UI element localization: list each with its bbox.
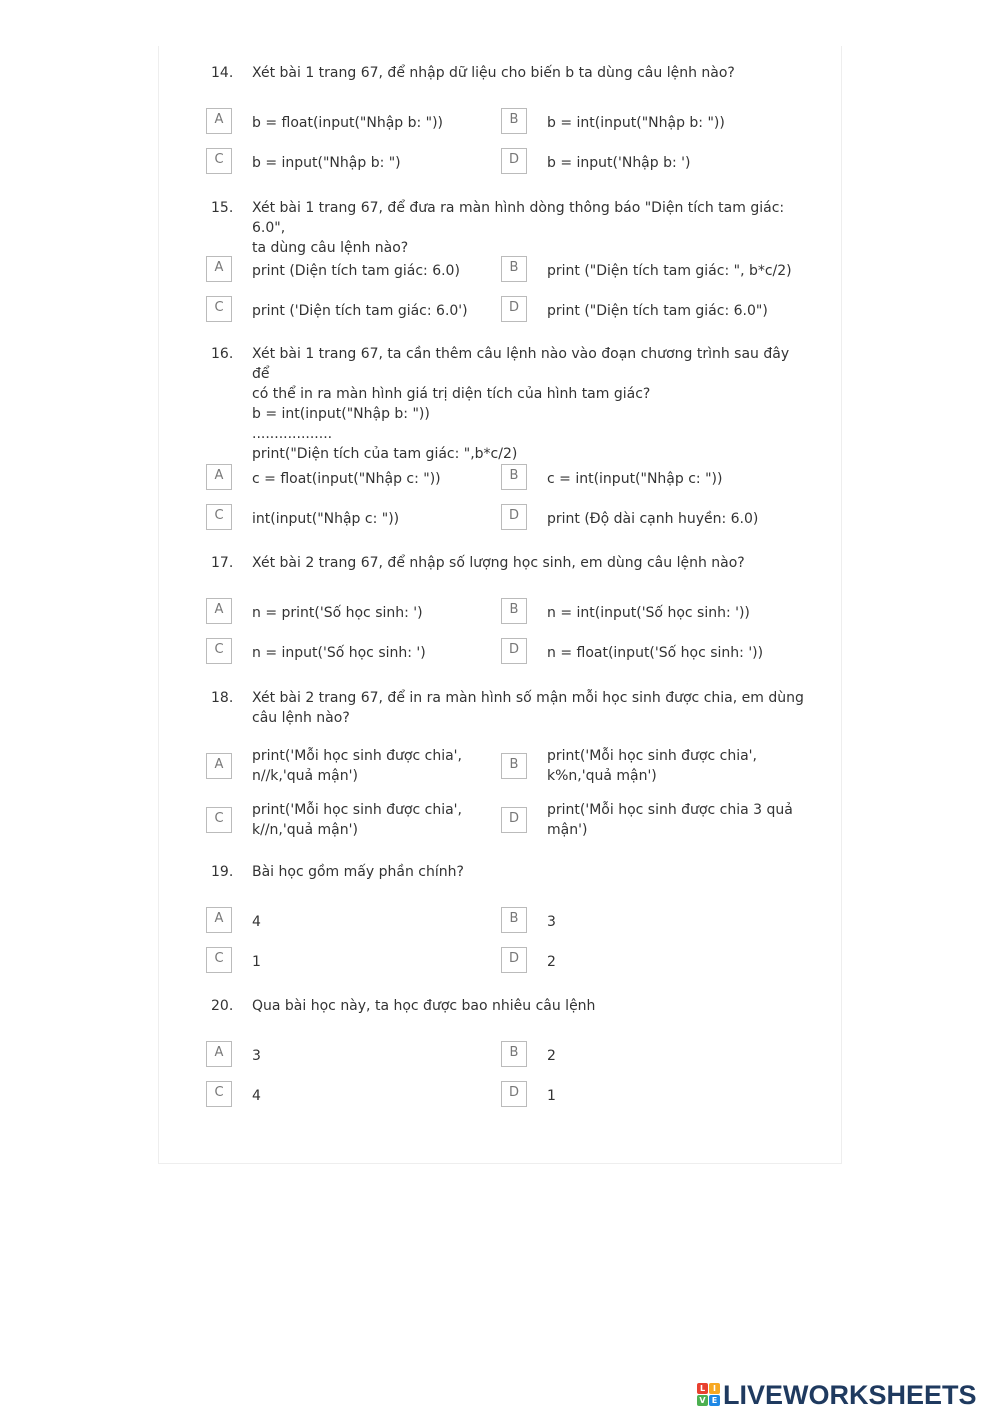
- option-text: n = input('Số học sinh: '): [252, 645, 426, 661]
- answer-checkbox[interactable]: B: [501, 753, 527, 779]
- answer-checkbox[interactable]: C: [206, 148, 232, 174]
- question-number: 16.: [211, 346, 234, 362]
- option-text: c = int(input("Nhập c: ")): [547, 471, 723, 487]
- answer-checkbox[interactable]: D: [501, 1081, 527, 1107]
- logo-mark-tile: V: [697, 1395, 708, 1406]
- question-number: 20.: [211, 998, 234, 1014]
- liveworksheets-logo[interactable]: [697, 1378, 977, 1412]
- answer-checkbox[interactable]: C: [206, 807, 232, 833]
- option-text: 2: [547, 1048, 556, 1064]
- answer-checkbox[interactable]: D: [501, 807, 527, 833]
- answer-checkbox[interactable]: A: [206, 256, 232, 282]
- answer-checkbox[interactable]: A: [206, 598, 232, 624]
- option-text: c = float(input("Nhập c: ")): [252, 471, 441, 487]
- question-text: Xét bài 1 trang 67, để đưa ra màn hình dòng thông báo "Diện tích tam giác: 6.0", ta dùng câu lệnh nào?: [252, 200, 789, 256]
- option-text: 1: [547, 1088, 556, 1104]
- answer-checkbox[interactable]: A: [206, 753, 232, 779]
- option-text: print ('Diện tích tam giác: 6.0'): [252, 303, 468, 319]
- option-text: int(input("Nhập c: ")): [252, 511, 400, 527]
- option-text: b = int(input("Nhập b: ")): [547, 115, 725, 131]
- logo-text: LIVEWORKSHEETS: [723, 1379, 977, 1410]
- option-text: print('Mỗi học sinh được chia 3 quả mận'): [547, 802, 793, 838]
- option-text: b = float(input("Nhập b: ")): [252, 115, 444, 131]
- question-text: Xét bài 1 trang 67, ta cần thêm câu lệnh nào vào đoạn chương trình sau đây để có thể in ra màn hình giá trị diện tích của hình tam giác? b = int(input("Nhập b: ")) .................. print("Diện tích của tam giác: ",b*c/2): [252, 346, 794, 462]
- option-text: n = int(input('Số học sinh: ')): [547, 605, 750, 621]
- option-text: 2: [547, 954, 556, 970]
- answer-checkbox[interactable]: B: [501, 1041, 527, 1067]
- option-text: b = input('Nhập b: '): [547, 155, 691, 171]
- answer-checkbox[interactable]: A: [206, 108, 232, 134]
- answer-checkbox[interactable]: C: [206, 504, 232, 530]
- question-number: 14.: [211, 65, 234, 81]
- option-text: 4: [252, 1088, 261, 1104]
- answer-checkbox[interactable]: C: [206, 1081, 232, 1107]
- option-text: print (Diện tích tam giác: 6.0): [252, 263, 460, 279]
- answer-checkbox[interactable]: A: [206, 1041, 232, 1067]
- option-text: print ("Diện tích tam giác: ", b*c/2): [547, 263, 792, 279]
- question-text: Xét bài 2 trang 67, để in ra màn hình số mận mỗi học sinh được chia, em dùng câu lệnh nào?: [252, 690, 804, 726]
- answer-checkbox[interactable]: B: [501, 464, 527, 490]
- answer-checkbox[interactable]: B: [501, 256, 527, 282]
- option-text: print ("Diện tích tam giác: 6.0"): [547, 303, 768, 319]
- option-text: 4: [252, 914, 261, 930]
- logo-mark-tile: L: [697, 1383, 708, 1394]
- option-text: n = float(input('Số học sinh: ')): [547, 645, 764, 661]
- answer-checkbox[interactable]: D: [501, 296, 527, 322]
- answer-checkbox[interactable]: B: [501, 598, 527, 624]
- question-text: Xét bài 2 trang 67, để nhập số lượng học sinh, em dùng câu lệnh nào?: [252, 555, 745, 571]
- option-text: print('Mỗi học sinh được chia', k%n,'quả mận'): [547, 748, 757, 784]
- answer-checkbox[interactable]: C: [206, 947, 232, 973]
- option-text: n = print('Số học sinh: '): [252, 605, 423, 621]
- option-text: 1: [252, 954, 261, 970]
- answer-checkbox[interactable]: B: [501, 108, 527, 134]
- option-text: print (Độ dài cạnh huyền: 6.0): [547, 511, 759, 527]
- question-text: Bài học gồm mấy phần chính?: [252, 864, 464, 880]
- worksheet-page: [158, 46, 842, 1164]
- answer-checkbox[interactable]: A: [206, 907, 232, 933]
- answer-checkbox[interactable]: D: [501, 504, 527, 530]
- option-text: b = input("Nhập b: "): [252, 155, 401, 171]
- question-number: 17.: [211, 555, 234, 571]
- option-text: print('Mỗi học sinh được chia', n//k,'quả mận'): [252, 748, 462, 784]
- option-text: print('Mỗi học sinh được chia', k//n,'quả mận'): [252, 802, 462, 838]
- answer-checkbox[interactable]: B: [501, 907, 527, 933]
- answer-checkbox[interactable]: A: [206, 464, 232, 490]
- option-text: 3: [252, 1048, 261, 1064]
- question-number: 18.: [211, 690, 234, 706]
- option-text: 3: [547, 914, 556, 930]
- question-text: Qua bài học này, ta học được bao nhiêu câu lệnh: [252, 998, 596, 1014]
- question-number: 19.: [211, 864, 234, 880]
- answer-checkbox[interactable]: D: [501, 947, 527, 973]
- answer-checkbox[interactable]: C: [206, 296, 232, 322]
- answer-checkbox[interactable]: D: [501, 148, 527, 174]
- answer-checkbox[interactable]: C: [206, 638, 232, 664]
- logo-mark-tile: I: [709, 1383, 720, 1394]
- question-number: 15.: [211, 200, 234, 216]
- answer-checkbox[interactable]: D: [501, 638, 527, 664]
- logo-mark-tile: E: [709, 1395, 720, 1406]
- logo-mark-icon: [697, 1383, 721, 1407]
- question-text: Xét bài 1 trang 67, để nhập dữ liệu cho biến b ta dùng câu lệnh nào?: [252, 65, 735, 81]
